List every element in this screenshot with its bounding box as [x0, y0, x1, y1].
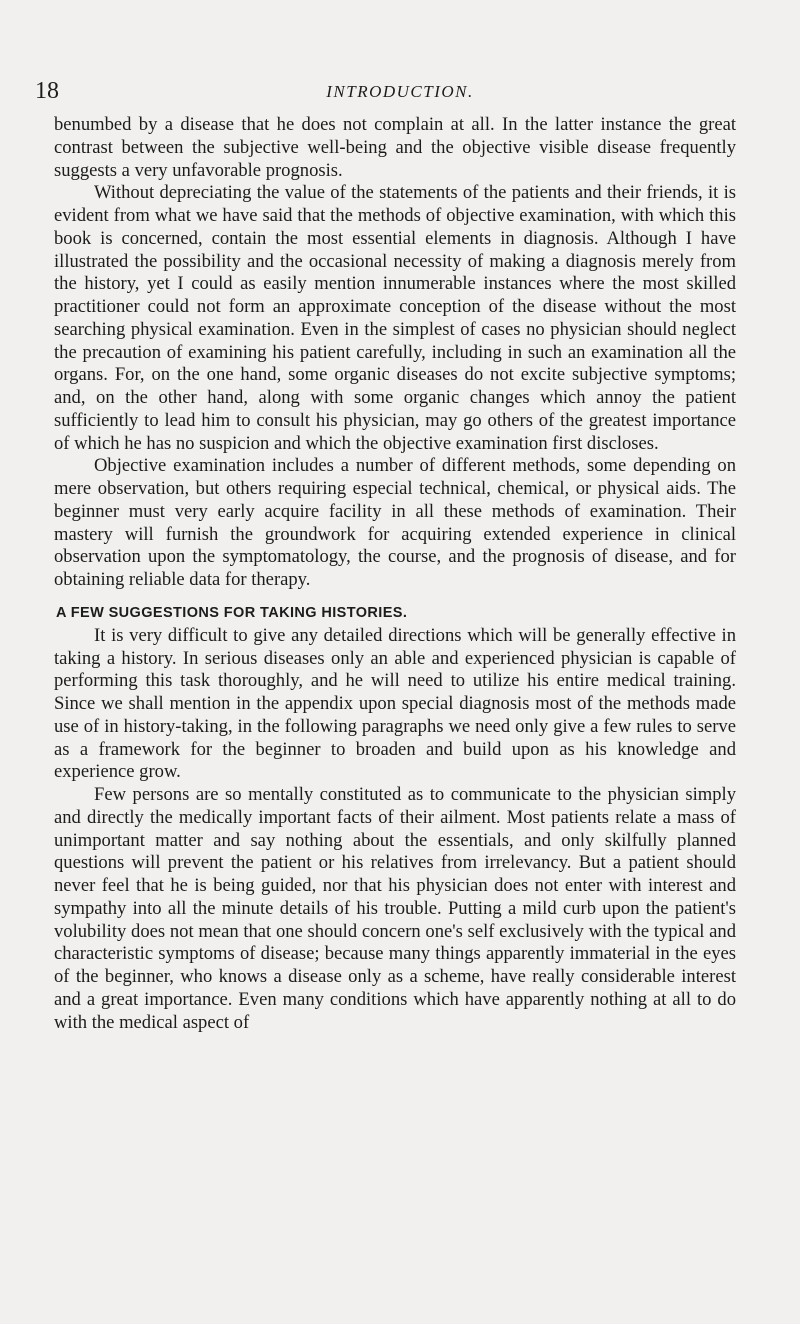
body-text [54, 114, 736, 1034]
paragraph-taking-history: It is very difficult to give any detailed directions which will be generally effective in taking a history. In serious diseases only an able and experienced physician is capable of performing this task thoroughly, and he will need to utilize his entire medical training. Since we shall mention in the appendix upon special diagnosis most of the methods made use of in history-taking, in the following paragraphs we need only give a few rules to serve as a framework for the beginner to broaden and build upon as his knowledge and experience grow. [54, 624, 736, 783]
page-header [0, 78, 800, 104]
running-head: INTRODUCTION. [326, 82, 474, 101]
paragraph-objective-examination: Without depreciating the value of the statements of the patients and their friends, it is evident from what we have said that the methods of objective examination, with which this book is concerned, contain the most essential elements in diagnosis. Although I have illustrated the possibility and the occasional necessity of making a diagnosis merely from the history, yet I could as easily mention innumerable instances where the most skilled practitioner could not form an approximate conception of the disease without the most searching physical examination. Even in the simplest of cases no physician should neglect the precaution of examining his patient carefully, including in such an examination all the organs. For, on the one hand, some organic diseases do not excite subjective symptoms; and, on the other hand, along with some organic changes which annoy the patient sufficiently to lead him to consult his physician, may go others of the greatest importance of which he has no suspicion and which the objective examination first discloses. [54, 182, 736, 454]
section-heading: A FEW SUGGESTIONS FOR TAKING HISTORIES. [56, 604, 408, 621]
paragraph-patient-communication: Few persons are so mentally constituted as to communicate to the physician simply and directly the medically important facts of their ailment. Most patients relate a mass of unimportant matter and say nothing about the essentials, and only skilfully planned questions will prevent the patient or his relatives from irrelevancy. But a patient should never feel that he is being guided, nor that his physician does not enter with interest and sympathy into all the minute details of his trouble. Putting a mild curb upon the patient's volubility does not mean that one should concern one's self exclusively with the typical and characteristic symptoms of disease; because many things apparently immaterial in the eyes of the beginner, who knows a disease only as a scheme, have really considerable interest and a great importance. Even many conditions which have apparently nothing at all to do with the medical aspect of [54, 784, 736, 1033]
paragraph-methods: Objective examination includes a number of different methods, some depending on mere observation, but others requiring especial technical, chemical, or physical aids. The beginner must very early acquire facility in all these methods of examination. Their mastery will furnish the groundwork for acquiring extended experience in clinical observation upon the symptomatology, the course, and the prognosis of disease, and for obtaining reliable data for therapy. [54, 455, 736, 590]
paragraph-continuation: benumbed by a disease that he does not complain at all. In the latter instance the great contrast between the subjective well-being and the objective visible disease frequently suggests a very unfavorable prognosis. [54, 114, 736, 181]
page-number: 18 [35, 78, 59, 104]
